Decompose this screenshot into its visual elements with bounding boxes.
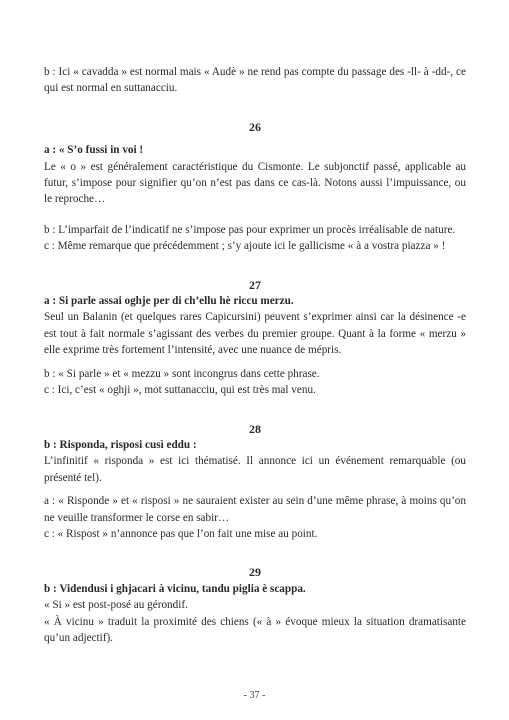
section-26 [44, 119, 466, 255]
section-paragraph: L’infinitif « risponda » est ici thématisé. Il annonce ici un événement remarquable (ou présenté tel). [44, 455, 466, 484]
spacer [44, 359, 466, 366]
section-paragraph: c : Ici, c’est « oghji », mot suttanacciu, qui est très mal venu. [44, 384, 316, 397]
section-29 [44, 564, 466, 646]
section-27 [44, 277, 466, 399]
section-heading: b : Videndusi i ghjacari à vicinu, tandu piglia è scappa. [44, 582, 306, 595]
section-paragraph: Seul un Balanin (et quelques rares Capicursini) peuvent s’exprimer ainsi car la désinence -e est tout à fait normale s’agissant des verbes du premier groupe. Quant à la forme « merzu » elle exprime très fortement l’intensité, avec une nuance de mépris. [44, 311, 466, 357]
section-paragraph: b : L’imparfait de l’indicatif ne s’impose pas pour exprimer un procès irréalisable de nature. [44, 223, 456, 236]
spacer [44, 97, 466, 119]
section-heading: a : « S’o fussi in voi ! [44, 144, 144, 157]
spacer [44, 542, 466, 564]
section-paragraph: « À vicinu » traduit la proximité des chiens (« à » évoque mieux la situation dramatisante qu’un adjectif). [44, 615, 466, 644]
section-paragraph: a : « Risponde » et « risposi » ne sauraient exister au sein d’une même phrase, à moins qu’on ne veuille transformer le corse en sabir… [44, 495, 466, 524]
section-paragraph: c : « Rispost » n’annonce pas que l’on fait une mise au point. [44, 527, 318, 540]
section-28 [44, 421, 466, 543]
document-page [44, 64, 466, 646]
section-number: 29 [249, 565, 261, 580]
spacer [44, 486, 466, 493]
spacer [44, 208, 466, 222]
intro-paragraph: b : Ici « cavadda » est normal mais « Audè » ne rend pas compte du passage des -ll- à -dd-, ce qui est normal en suttanacciu. [44, 66, 466, 95]
section-paragraph: Le « o » est généralement caractéristique du Cismonte. Le subjonctif passé, applicable au futur, s’impose pour signifier qu’on n’est pas dans ce cas-là. Notons aussi l’impuissance, ou le reproche… [44, 160, 466, 206]
section-number: 26 [249, 119, 261, 134]
spacer [44, 399, 466, 421]
section-number: 28 [249, 421, 261, 436]
section-paragraph: c : Même remarque que précédemment ; s’y ajoute ici le gallicisme « à a vostra piazza » ! [44, 240, 446, 253]
page-number: - 37 - [243, 690, 266, 701]
section-heading: a : Si parle assai oghje per di ch’ellu hè riccu merzu. [44, 295, 294, 308]
section-paragraph: b : « Si parle » et « mezzu » sont incongrus dans cette phrase. [44, 367, 320, 380]
spacer [44, 135, 466, 142]
spacer [44, 255, 466, 277]
section-heading: b : Risponda, risposi cusì eddu : [44, 438, 197, 451]
section-paragraph: « Si » est post-posé au gérondif. [44, 599, 188, 612]
section-number: 27 [249, 277, 261, 292]
